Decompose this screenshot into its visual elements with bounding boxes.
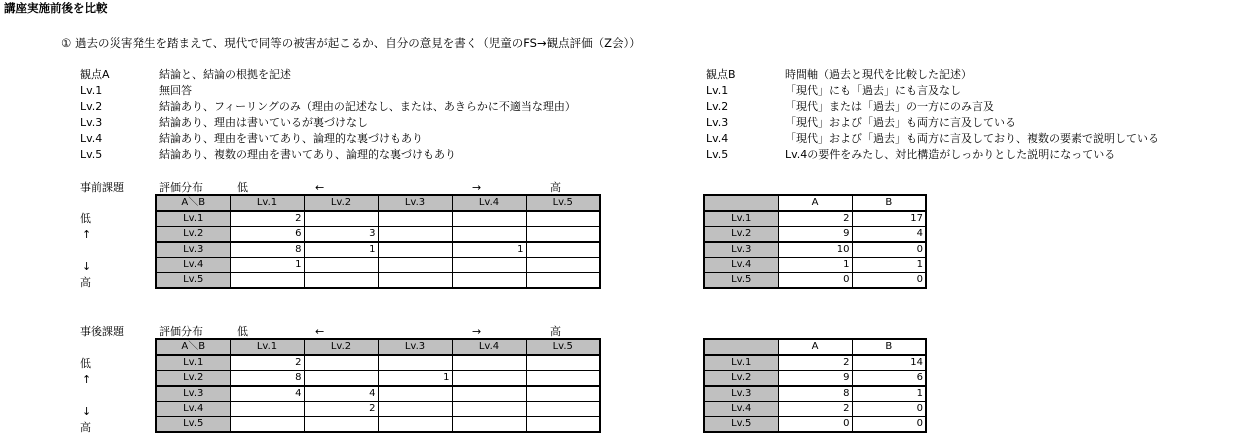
post-summary-col-header: A [778, 339, 852, 355]
table-row [156, 258, 600, 273]
question-text: ① 過去の災害発生を踏まえて、現代で同等の被害が起こるか、自分の意見を書く（児童のFS→観点評価（Z会）） [61, 36, 641, 50]
criteria-a-lv-desc: 無回答 [159, 84, 192, 97]
post-arrow-left: ← [315, 325, 325, 338]
post-col-header: Lv.3 [378, 339, 452, 355]
post-summary-corner [704, 339, 778, 355]
pre-summary-a: 10 [778, 242, 852, 258]
post-distribution-table [155, 338, 601, 433]
pre-side-low: 低 [80, 212, 91, 225]
pre-arrow-left: ← [315, 181, 325, 194]
post-cell: 4 [230, 386, 304, 402]
pre-cell [452, 273, 526, 289]
post-side-down-arrow: ↓ [82, 405, 92, 418]
post-row-header: Lv.2 [156, 371, 230, 387]
pre-cell: 1 [304, 242, 378, 258]
pre-summary-row-header: Lv.5 [704, 273, 778, 289]
post-summary-a: 8 [778, 386, 852, 402]
pre-row-header: Lv.3 [156, 242, 230, 258]
post-summary-row-header: Lv.4 [704, 402, 778, 417]
pre-high-label: 高 [550, 181, 561, 194]
post-summary-row-header: Lv.5 [704, 417, 778, 433]
post-cell: 8 [230, 371, 304, 387]
criteria-a-lv-desc: 結論あり、理由を書いてあり、論理的な裏づけもあり [159, 132, 423, 145]
post-col-header: Lv.5 [526, 339, 600, 355]
table-row [704, 371, 926, 387]
criteria-b-desc: 時間軸（過去と現代を比較した記述） [785, 68, 972, 81]
table-row [156, 371, 600, 387]
pre-summary-row-header: Lv.4 [704, 258, 778, 273]
table-row [156, 417, 600, 433]
table-row [156, 227, 600, 243]
table-row [156, 386, 600, 402]
pre-side-down-arrow: ↓ [82, 260, 92, 273]
criteria-b-lv-desc: 「現代」または「過去」の一方にのみ言及 [785, 100, 994, 113]
post-cell: 1 [378, 371, 452, 387]
pre-col-header: Lv.5 [526, 195, 600, 211]
pre-cell [526, 211, 600, 227]
post-summary-b: 6 [852, 371, 926, 387]
post-summary-row-header: Lv.3 [704, 386, 778, 402]
table-row [704, 402, 926, 417]
pre-cell [378, 242, 452, 258]
pre-row-header: Lv.2 [156, 227, 230, 243]
pre-summary-b: 4 [852, 227, 926, 243]
post-dist-label: 評価分布 [159, 325, 203, 338]
criteria-b-lv-desc: Lv.4の要件をみたし、対比構造がしっかりとした説明になっている [785, 148, 1116, 161]
post-col-header: Lv.2 [304, 339, 378, 355]
post-cell [452, 386, 526, 402]
criteria-a-lv: Lv.5 [80, 148, 103, 161]
post-summary-b: 1 [852, 386, 926, 402]
pre-cell: 2 [230, 211, 304, 227]
pre-summary-corner [704, 195, 778, 211]
pre-cell [452, 211, 526, 227]
post-cell [452, 402, 526, 417]
post-cell [378, 417, 452, 433]
post-side-low: 低 [80, 357, 91, 370]
post-cell: 4 [304, 386, 378, 402]
post-label: 事後課題 [80, 325, 124, 338]
post-cell [526, 417, 600, 433]
pre-cell: 6 [230, 227, 304, 243]
criteria-b-lv: Lv.4 [706, 132, 729, 145]
pre-cell [526, 258, 600, 273]
criteria-b-lv: Lv.5 [706, 148, 729, 161]
post-row-header: Lv.5 [156, 417, 230, 433]
pre-cell [304, 273, 378, 289]
post-cell [230, 417, 304, 433]
criteria-a-lv: Lv.3 [80, 116, 103, 129]
post-cell [452, 371, 526, 387]
pre-low-label: 低 [237, 181, 248, 194]
pre-cell: 1 [230, 258, 304, 273]
pre-cell [378, 273, 452, 289]
pre-arrow-right: → [472, 181, 482, 194]
criteria-b-lv-desc: 「現代」および「過去」も両方に言及しており、複数の要素で説明している [785, 132, 1159, 145]
table-row [704, 417, 926, 433]
post-summary-b: 14 [852, 355, 926, 371]
pre-col-header: Lv.2 [304, 195, 378, 211]
post-row-header: Lv.4 [156, 402, 230, 417]
criteria-a-key: 観点A [80, 68, 110, 81]
table-row [704, 355, 926, 371]
criteria-a-lv: Lv.2 [80, 100, 103, 113]
table-row [704, 258, 926, 273]
criteria-a-lv: Lv.4 [80, 132, 103, 145]
pre-summary-row-header: Lv.1 [704, 211, 778, 227]
post-row-header: Lv.3 [156, 386, 230, 402]
post-cell [526, 371, 600, 387]
post-cell [378, 402, 452, 417]
post-col-header: Lv.4 [452, 339, 526, 355]
criteria-b-lv-desc: 「現代」にも「過去」にも言及なし [785, 84, 961, 97]
pre-cell: 3 [304, 227, 378, 243]
criteria-a-lv-desc: 結論あり、複数の理由を書いてあり、論理的な裏づけもあり [159, 148, 456, 161]
pre-row-header: Lv.1 [156, 211, 230, 227]
pre-summary-b: 1 [852, 258, 926, 273]
post-high-label: 高 [550, 325, 561, 338]
post-side-high: 高 [80, 421, 91, 434]
pre-summary-b: 0 [852, 273, 926, 289]
table-row [704, 242, 926, 258]
post-cell [230, 402, 304, 417]
table-row [704, 211, 926, 227]
post-summary-a: 9 [778, 371, 852, 387]
pre-cell: 8 [230, 242, 304, 258]
post-col-header: Lv.1 [230, 339, 304, 355]
pre-summary-b: 0 [852, 242, 926, 258]
post-cell [378, 386, 452, 402]
post-summary-row-header: Lv.1 [704, 355, 778, 371]
table-row [156, 355, 600, 371]
post-cell [378, 355, 452, 371]
post-summary-b: 0 [852, 417, 926, 433]
pre-corner-header: A＼B [156, 195, 230, 211]
pre-row-header: Lv.4 [156, 258, 230, 273]
pre-cell [230, 273, 304, 289]
criteria-b-lv-desc: 「現代」および「過去」も両方に言及している [785, 116, 1016, 129]
pre-summary-a: 9 [778, 227, 852, 243]
criteria-a-lv: Lv.1 [80, 84, 103, 97]
pre-summary-row-header: Lv.2 [704, 227, 778, 243]
post-summary-a: 2 [778, 355, 852, 371]
pre-cell [452, 227, 526, 243]
criteria-a-lv-desc: 結論あり、フィーリングのみ（理由の記述なし、または、あきらかに不適当な理由） [159, 100, 576, 113]
pre-summary-b: 17 [852, 211, 926, 227]
pre-cell [526, 242, 600, 258]
pre-label: 事前課題 [80, 181, 124, 194]
post-cell [452, 355, 526, 371]
table-row [704, 227, 926, 243]
post-cell [526, 355, 600, 371]
pre-summary-a: 0 [778, 273, 852, 289]
pre-cell [452, 258, 526, 273]
post-cell [452, 417, 526, 433]
post-summary-a: 0 [778, 417, 852, 433]
pre-cell [378, 211, 452, 227]
pre-col-header: Lv.3 [378, 195, 452, 211]
pre-summary-table [703, 194, 927, 289]
pre-summary-row-header: Lv.3 [704, 242, 778, 258]
pre-summary-a: 1 [778, 258, 852, 273]
criteria-b-lv: Lv.3 [706, 116, 729, 129]
criteria-b-lv: Lv.1 [706, 84, 729, 97]
pre-cell [304, 211, 378, 227]
post-cell: 2 [230, 355, 304, 371]
pre-col-header: Lv.4 [452, 195, 526, 211]
table-row [156, 273, 600, 289]
post-side-up-arrow: ↑ [82, 373, 92, 386]
pre-cell [526, 227, 600, 243]
pre-cell: 1 [452, 242, 526, 258]
post-cell [526, 402, 600, 417]
criteria-a-lv-desc: 結論あり、理由は書いているが裏づけなし [159, 116, 368, 129]
post-corner-header: A＼B [156, 339, 230, 355]
pre-distribution-table [155, 194, 601, 289]
table-row [704, 386, 926, 402]
pre-summary-col-header: A [778, 195, 852, 211]
post-cell: 2 [304, 402, 378, 417]
post-cell [304, 355, 378, 371]
criteria-b-lv: Lv.2 [706, 100, 729, 113]
post-summary-b: 0 [852, 402, 926, 417]
pre-side-high: 高 [80, 276, 91, 289]
post-cell [526, 386, 600, 402]
pre-cell [304, 258, 378, 273]
post-summary-col-header: B [852, 339, 926, 355]
post-low-label: 低 [237, 325, 248, 338]
pre-side-up-arrow: ↑ [82, 228, 92, 241]
pre-cell [378, 227, 452, 243]
pre-cell [526, 273, 600, 289]
post-summary-a: 2 [778, 402, 852, 417]
post-summary-table [703, 338, 927, 433]
page-title: 講座実施前後を比較 [4, 1, 108, 15]
post-row-header: Lv.1 [156, 355, 230, 371]
table-row [704, 273, 926, 289]
pre-cell [378, 258, 452, 273]
pre-dist-label: 評価分布 [159, 181, 203, 194]
criteria-a-desc: 結論と、結論の根拠を記述 [159, 68, 291, 81]
table-row [156, 242, 600, 258]
pre-summary-a: 2 [778, 211, 852, 227]
pre-row-header: Lv.5 [156, 273, 230, 289]
pre-summary-col-header: B [852, 195, 926, 211]
post-arrow-right: → [472, 325, 482, 338]
table-row [156, 402, 600, 417]
post-summary-row-header: Lv.2 [704, 371, 778, 387]
criteria-b-key: 観点B [706, 68, 736, 81]
post-cell [304, 371, 378, 387]
pre-col-header: Lv.1 [230, 195, 304, 211]
table-row [156, 211, 600, 227]
post-cell [304, 417, 378, 433]
